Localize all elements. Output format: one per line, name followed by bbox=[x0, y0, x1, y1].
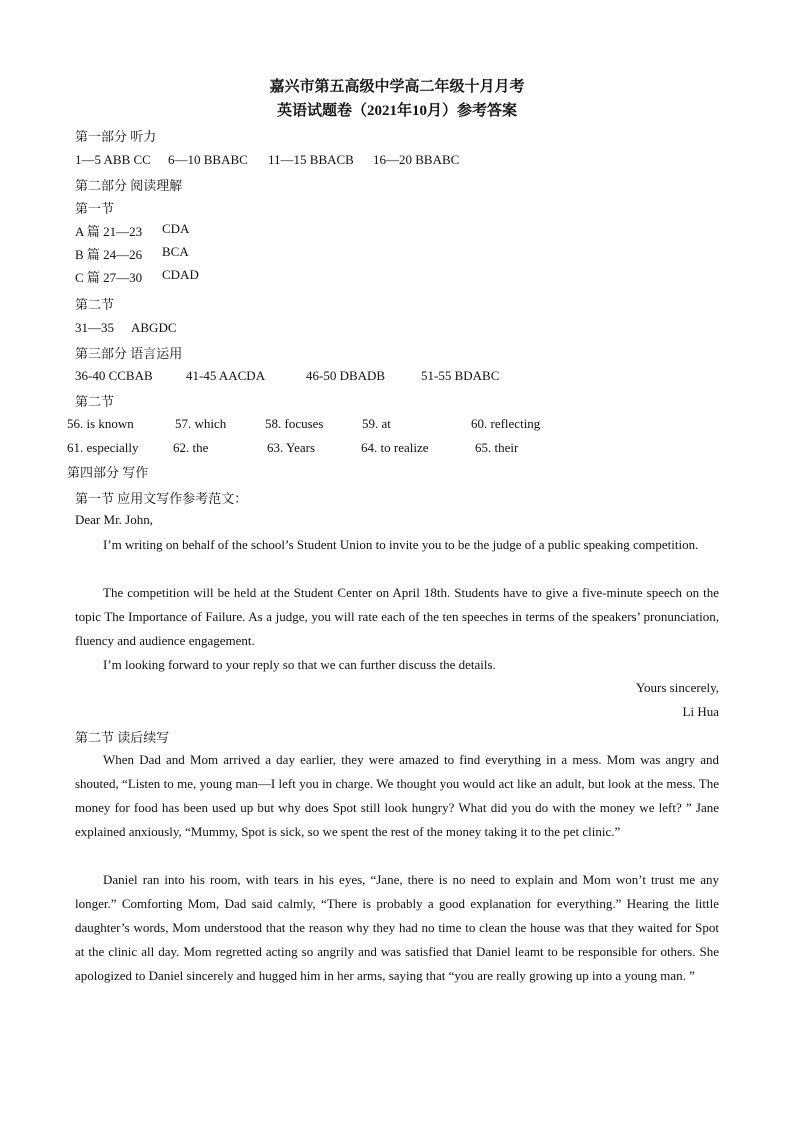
title-line-2: 英语试题卷（2021年10月）参考答案 bbox=[276, 103, 517, 119]
passage-answer: BCA bbox=[162, 244, 189, 259]
letter-greeting: Dear Mr. John, bbox=[75, 512, 153, 527]
grammar-answer: 56. is known bbox=[67, 416, 134, 431]
grammar-answer: 57. which bbox=[175, 416, 227, 431]
grammar-answer: 65. their bbox=[475, 440, 519, 455]
passage-label: B 篇 24—26 bbox=[75, 247, 143, 262]
part4-section1-heading: 第一节 应用文写作参考范文： bbox=[75, 491, 248, 506]
grammar-answer: 62. the bbox=[173, 440, 209, 455]
answer-group: 16—20 BBABC bbox=[373, 152, 460, 167]
letter-paragraph: The competition will be held at the Student Center on April 18th. Students have to give a five-minute speech on the topic The Importance of Failure. As a judge, you will rate each of the ten speeches in terms of the speakers’ pronunciation, fluency and audience engagement. bbox=[75, 585, 719, 648]
story-paragraph: Daniel ran into his room, with tears in his eyes, “Jane, there is no need to explain and Mom won’t trust me any longer.” Comforting Mom, Dad said calmly, “There is probably a good explanation for everything.” Hearing the little daughter’s words, Mom understood that the reason why they had no time to clean the house was that they waited for Spot at the clinic all day. Mom regretted acting so angrily and was satisfied that Daniel leamt to be responsible for others. She apologized to Daniel sincerely and hugged him in her arms, saying that “you are really growing up into a young man. ” bbox=[75, 872, 719, 983]
letter-closing: Yours sincerely, bbox=[635, 680, 719, 695]
part3-heading: 第三部分 语言运用 bbox=[75, 346, 183, 361]
part3-section2-heading: 第二节 bbox=[75, 394, 115, 409]
passage-answer: CDAD bbox=[162, 267, 199, 282]
grammar-answer: 61. especially bbox=[67, 440, 139, 455]
answer-group: 46-50 DBADB bbox=[306, 368, 386, 383]
passage-answer: CDA bbox=[162, 221, 190, 236]
answer-group: 6—10 BBABC bbox=[168, 152, 248, 167]
passage-label: A 篇 21—23 bbox=[75, 224, 143, 239]
grammar-answer: 64. to realize bbox=[361, 440, 429, 455]
grammar-answer: 60. reflecting bbox=[471, 416, 541, 431]
title-line-1: 嘉兴市第五高级中学高二年级十月月考 bbox=[269, 79, 525, 95]
section2-answer: ABGDC bbox=[131, 320, 177, 335]
answer-group: 1—5 ABB CC bbox=[75, 152, 151, 167]
section2-label: 31—35 bbox=[75, 320, 114, 335]
part1-heading: 第一部分 听力 bbox=[75, 129, 157, 144]
letter-paragraph: I’m writing on behalf of the school’s Student Union to invite you to be the judge of a public speaking competition. bbox=[103, 537, 699, 552]
answer-group: 41-45 AACDA bbox=[186, 368, 266, 383]
grammar-answer: 59. at bbox=[362, 416, 391, 431]
part2-section2-heading: 第二节 bbox=[75, 297, 115, 312]
answer-group: 51-55 BDABC bbox=[421, 368, 500, 383]
part4-heading: 第四部分 写作 bbox=[67, 465, 149, 480]
answer-group: 11—15 BBACB bbox=[268, 152, 354, 167]
part4-section2-heading: 第二节 读后续写 bbox=[75, 730, 170, 745]
letter-signature: Li Hua bbox=[682, 704, 719, 719]
story-paragraph: When Dad and Mom arrived a day earlier, they were amazed to find everything in a mess. Mom was angry and shouted, “Listen to me, young man—I left you in charge. We thought you would act like an adult, but look at the mess. The money for food has been used up but why does Spot still look hungry? What did you do with the money we left? ” Jane explained anxiously, “Mummy, Spot is sick, so we spent the rest of the money taking it to the pet clinic.” bbox=[75, 752, 719, 839]
grammar-answer: 58. focuses bbox=[265, 416, 324, 431]
part2-heading: 第二部分 阅读理解 bbox=[75, 178, 183, 193]
part2-section1-heading: 第一节 bbox=[75, 201, 115, 216]
letter-paragraph: I’m looking forward to your reply so that we can further discuss the details. bbox=[103, 657, 496, 672]
grammar-answer: 63. Years bbox=[267, 440, 316, 455]
passage-label: C 篇 27—30 bbox=[75, 270, 143, 285]
answer-group: 36-40 CCBAB bbox=[75, 368, 153, 383]
